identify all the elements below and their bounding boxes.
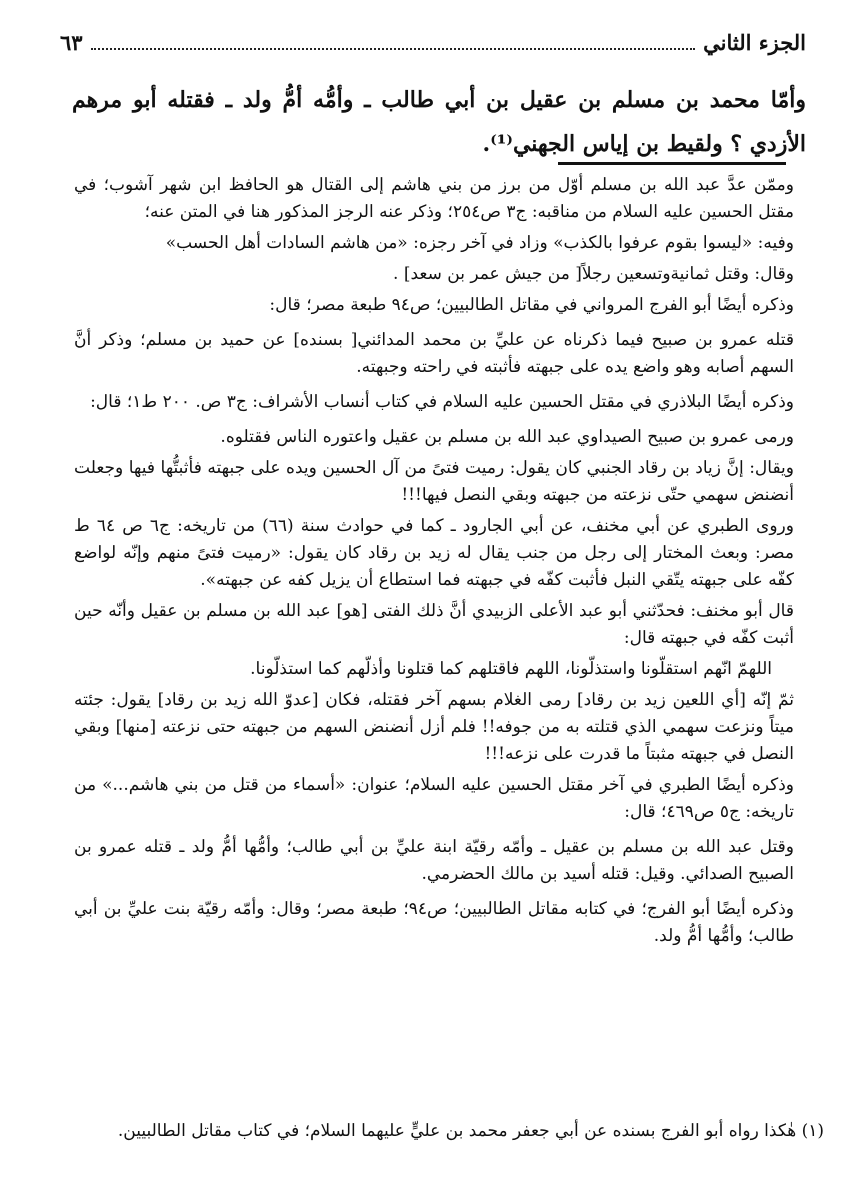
note-paragraph: وذكره أيضًا البلاذري في مقتل الحسين عليه السلام في كتاب أنساب الأشراف: ج٣ ص. ٢٠٠ ط١؛ قال: [90, 392, 794, 412]
main-text: وأمّا محمد بن مسلم بن عقيل بن أبي طالب ـ وأمُّه أمُّ ولد ـ فقتله أبو مرهم الأزدي ؟ ولقيط بن إياس الجهني⁽¹⁾. [72, 87, 806, 157]
page-header [60, 30, 806, 62]
note-paragraph: وروى الطبري عن أبي مخنف، عن أبي الجارود ـ كما في حوادث سنة (٦٦) من تاريخه: ج٦ ص ٦٤ ط مصر: وبعث المختار إلى رجل من جنب يقال له زيد بن رقاد كان يقول: «رميت فتىً منهم وإنّه لواضع كفّه على جبهته يتّقي النبل فأثبت كفّه في جبهته فما استطاع أن يزيل كفه عن جبهته». [74, 516, 794, 590]
notes-section [74, 172, 794, 954]
footnote: (١) هٰكذا رواه أبو الفرج بسنده عن أبي جعفر محمد بن عليٍّ عليهما السلام؛ في كتاب مقاتل الطالبيين. [117, 1121, 824, 1141]
note-quote: وقتل عبد الله بن مسلم بن عقيل ـ وأمّه رقيّة ابنة عليِّ بن أبي طالب؛ وأمُّها أمُّ ولد ـ قتله عمرو بن الصبيح الصدائي. وقيل: قتله أسيد بن مالك الحضرمي. [74, 837, 794, 884]
dot-leader [91, 34, 696, 50]
note-paragraph: وذكره أيضًا أبو الفرج المرواني في مقاتل الطالبيين؛ ص٩٤ طبعة مصر؛ قال: [269, 295, 794, 315]
note-paragraph: وذكره أيضًا أبو الفرج؛ في كتابه مقاتل الطالبيين؛ ص٩٤؛ طبعة مصر؛ وقال: وأمّه رقيّة بنت عليِّ بن أبي طالب؛ وأمُّها أمُّ ولد. [74, 899, 795, 946]
note-paragraph: وذكره أيضًا الطبري في آخر مقتل الحسين عليه السلام؛ عنوان: «أسماء من قتل من بني هاشم...» من تاريخه: ج٥ ص٤٦٩؛ قال: [74, 775, 794, 822]
note-quote: ويقال: إنَّ زياد بن رقاد الجنبي كان يقول: رميت فتىً من آل الحسين ويده على جبهته فأثبتُّها فيها وجعلت أنضنض سهمي حتّى نزعته من جبهته وبقي النصل فيها!!! [74, 458, 794, 505]
page-number: ٦٣ [60, 30, 83, 55]
note-paragraph: قال أبو مخنف: فحدّثني أبو عبد الأعلى الزبيدي أنَّ ذلك الفتى [هو] عبد الله بن مسلم بن عقيل وأنّه حين أثبت كفّه في جبهته قال: [74, 601, 794, 648]
part-title: الجزء الثاني [703, 30, 806, 55]
note-paragraph: وقال: وقتل ثمانيةوتسعين رجلاً[ من جيش عمر بن سعد] . [393, 264, 794, 284]
note-quote: قتله عمرو بن صبيح فيما ذكرناه عن عليِّ بن محمد المدائني[ بسنده] عن حميد بن مسلم؛ وذكر أنَّ السهم أصابه وهو واضع يده على جبهته فأثبته في راحته وجبهته. [74, 330, 794, 377]
note-paragraph: وممّن عدَّ عبد الله بن مسلم أوّل من برز من بني هاشم إلى القتال هو الحافظ ابن شهر آشوب؛ في مقتل الحسين عليه السلام من مناقبه: ج٣ ص٢٥٤؛ وذكر عنه الرجز المذكور هنا في المتن عنه؛ [74, 175, 794, 222]
note-paragraph: ثمّ إنّه [أي اللعين زيد بن رقاد] رمى الغلام بسهم آخر فقتله، فكان [عدوّ الله زيد بن رقاد] يقول: جئته ميتاً ونزعت سهمي الذي قتلته به من جوفه!! فلم أزل أنضنض السهم من جبهته حتى نزعته [منها] وبقي النصل في جبهته مثبتاً ما قدرت على نزعه!!! [74, 690, 794, 764]
footnote-separator [558, 162, 786, 165]
note-quote: ورمى عمرو بن صبيح الصيداوي عبد الله بن مسلم بن عقيل واعتوره الناس فقتلوه. [220, 427, 794, 447]
note-paragraph: وفيه: «ليسوا بقوم عرفوا بالكذب» وزاد في آخر رجزه: «من هاشم السادات أهل الحسب» [165, 233, 794, 253]
note-prayer: اللهمّ انّهم استقلّونا واستذلّونا، اللهم فاقتلهم كما قتلونا وأذلّهم كما استذلّونا. [250, 659, 772, 679]
